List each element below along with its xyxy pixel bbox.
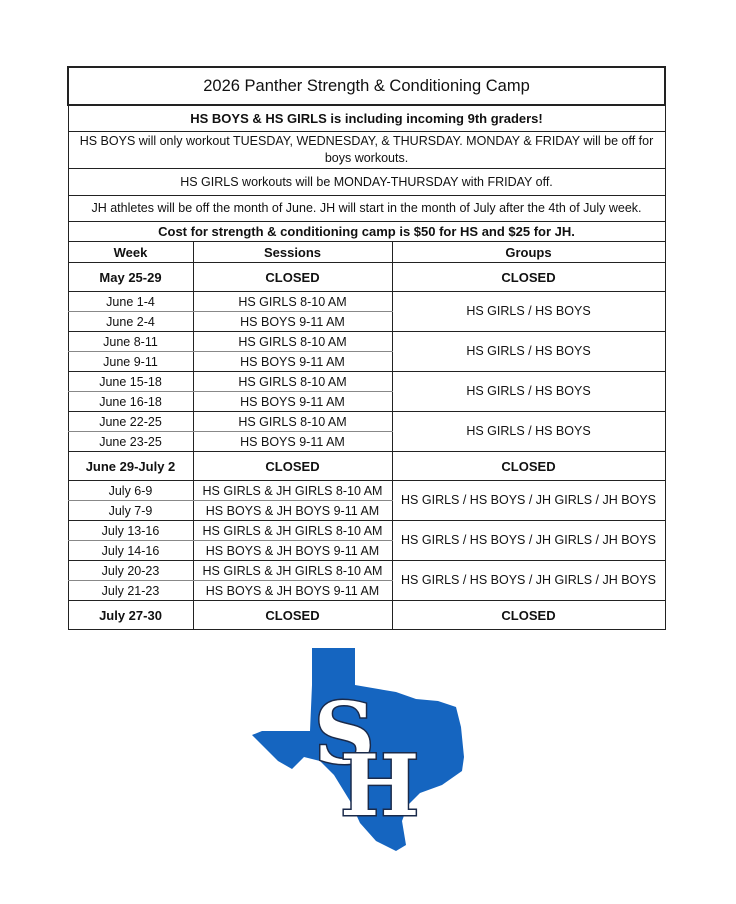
week-cell: June 22-25 <box>68 412 193 432</box>
sessions-cell: HS BOYS & JH BOYS 9-11 AM <box>193 581 392 601</box>
week-cell: July 13-16 <box>68 521 193 541</box>
sessions-cell: HS GIRLS 8-10 AM <box>193 412 392 432</box>
sessions-cell: HS BOYS & JH BOYS 9-11 AM <box>193 541 392 561</box>
sessions-cell: HS GIRLS 8-10 AM <box>193 332 392 352</box>
week-cell: June 2-4 <box>68 312 193 332</box>
logo-letter-s: S <box>314 684 375 783</box>
week-cell: July 20-23 <box>68 561 193 581</box>
groups-cell: HS GIRLS / HS BOYS <box>392 332 665 372</box>
sessions-cell: HS GIRLS 8-10 AM <box>193 372 392 392</box>
sessions-cell: HS GIRLS & JH GIRLS 8-10 AM <box>193 561 392 581</box>
groups-cell: HS GIRLS / HS BOYS <box>392 372 665 412</box>
groups-cell: HS GIRLS / HS BOYS <box>392 412 665 452</box>
sessions-cell: HS BOYS & JH BOYS 9-11 AM <box>193 501 392 521</box>
table-row <box>68 412 665 432</box>
sessions-cell: CLOSED <box>193 452 392 481</box>
week-cell: June 16-18 <box>68 392 193 412</box>
table-row <box>68 521 665 541</box>
table-row <box>68 332 665 352</box>
sessions-cell: HS BOYS 9-11 AM <box>193 312 392 332</box>
camp-schedule-document <box>67 66 664 630</box>
table-row <box>68 452 665 481</box>
groups-cell: HS GIRLS / HS BOYS / JH GIRLS / JH BOYS <box>392 481 665 521</box>
note-jh-schedule: JH athletes will be off the month of June. JH will start in the month of July after the 4th of July week. <box>68 196 665 222</box>
note-hs-girls-days: HS GIRLS workouts will be MONDAY-THURSDAY with FRIDAY off. <box>68 169 665 196</box>
sessions-cell: CLOSED <box>193 601 392 630</box>
column-header-sessions: Sessions <box>193 242 392 263</box>
sessions-cell: HS GIRLS 8-10 AM <box>193 292 392 312</box>
week-cell: July 6-9 <box>68 481 193 501</box>
texas-sh-logo-icon <box>248 645 468 857</box>
table-row <box>68 372 665 392</box>
groups-cell: CLOSED <box>392 452 665 481</box>
note-hs-boys-days: HS BOYS will only workout TUESDAY, WEDNESDAY, & THURSDAY. MONDAY & FRIDAY will be off for boys workouts. <box>68 132 665 169</box>
sh-texas-logo <box>248 645 468 857</box>
sessions-cell: HS BOYS 9-11 AM <box>193 432 392 452</box>
sessions-cell: HS GIRLS & JH GIRLS 8-10 AM <box>193 481 392 501</box>
week-cell: July 14-16 <box>68 541 193 561</box>
sessions-cell: HS BOYS 9-11 AM <box>193 352 392 372</box>
camp-schedule-table <box>67 66 666 630</box>
week-cell: June 1-4 <box>68 292 193 312</box>
logo-letter-h: H <box>340 736 420 835</box>
sessions-cell: CLOSED <box>193 263 392 292</box>
sessions-cell: HS BOYS 9-11 AM <box>193 392 392 412</box>
note-cost: Cost for strength & conditioning camp is $50 for HS and $25 for JH. <box>68 222 665 242</box>
week-cell: June 15-18 <box>68 372 193 392</box>
groups-cell: HS GIRLS / HS BOYS / JH GIRLS / JH BOYS <box>392 561 665 601</box>
week-cell: June 29-July 2 <box>68 452 193 481</box>
groups-cell: HS GIRLS / HS BOYS <box>392 292 665 332</box>
note-incoming-9th: HS BOYS & HS GIRLS is including incoming 9th graders! <box>68 105 665 132</box>
column-header-groups: Groups <box>392 242 665 263</box>
week-cell: June 8-11 <box>68 332 193 352</box>
week-cell: July 27-30 <box>68 601 193 630</box>
table-row <box>68 263 665 292</box>
week-cell: July 21-23 <box>68 581 193 601</box>
groups-cell: CLOSED <box>392 263 665 292</box>
table-row <box>68 481 665 501</box>
table-row <box>68 292 665 312</box>
sessions-cell: HS GIRLS & JH GIRLS 8-10 AM <box>193 521 392 541</box>
column-header-week: Week <box>68 242 193 263</box>
week-cell: June 9-11 <box>68 352 193 372</box>
groups-cell: HS GIRLS / HS BOYS / JH GIRLS / JH BOYS <box>392 521 665 561</box>
table-row <box>68 601 665 630</box>
document-title: 2026 Panther Strength & Conditioning Camp <box>68 67 665 105</box>
week-cell: July 7-9 <box>68 501 193 521</box>
week-cell: May 25-29 <box>68 263 193 292</box>
table-row <box>68 561 665 581</box>
groups-cell: CLOSED <box>392 601 665 630</box>
week-cell: June 23-25 <box>68 432 193 452</box>
